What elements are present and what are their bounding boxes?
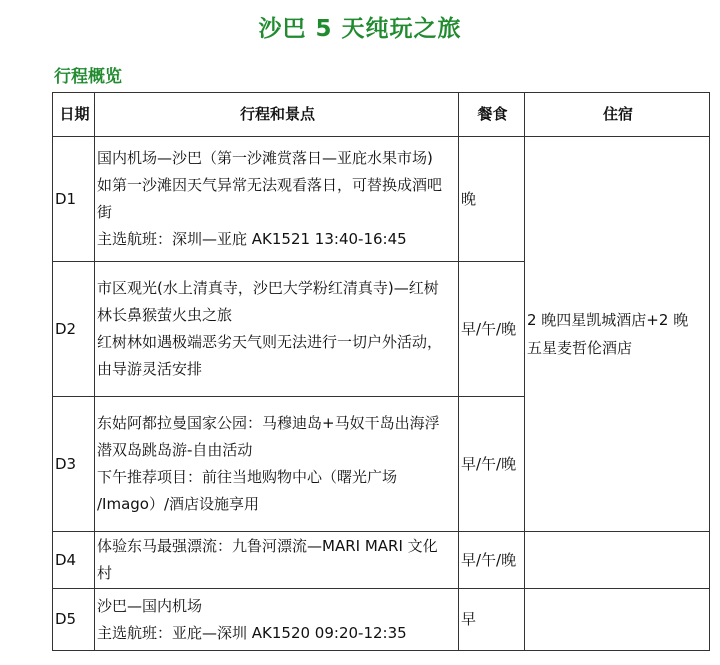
route-line: 由导游灵活安排 [97,360,203,378]
route-cell [95,532,459,589]
route-line: 林长鼻猴萤火虫之旅 [97,306,233,324]
route-cell [95,262,459,397]
route-line: 主选航班：亚庇—深圳 AK1520 09:20-12:35 [97,623,407,642]
route-line: 国内机场—沙巴（第一沙滩赏落日—亚庇水果市场) [97,149,433,167]
day-cell: D5 [53,589,95,651]
route-cell [95,397,459,532]
route-line: 市区观光(水上清真寺，沙巴大学粉红清真寺)—红树 [97,279,439,297]
header-meals: 餐食 [459,93,525,137]
table-header-row [53,93,710,137]
table-row [53,532,710,589]
hotel-cell-empty [525,589,710,651]
route-line: 村 [97,564,113,582]
hotel-line: 2 晚四星凯城酒店+2 晚 [527,311,689,329]
route-cell [95,589,459,651]
route-line: 街 [97,203,113,221]
day-cell: D4 [53,532,95,589]
header-route: 行程和景点 [95,93,459,137]
meal-cell: 早/午/晚 [459,262,525,397]
itinerary-table [52,92,710,651]
route-line: 下午推荐项目：前往当地购物中心（曙光广场 [97,468,398,486]
meal-cell: 早/午/晚 [459,532,525,589]
route-line: 东姑阿都拉曼国家公园：马穆迪岛+马奴干岛出海浮 [97,414,440,432]
route-line: 沙巴—国内机场 [97,596,203,615]
hotel-cell [525,137,710,532]
day-cell: D3 [53,397,95,532]
route-line: 潜双岛跳岛游-自由活动 [97,441,253,459]
table-row [53,137,710,262]
route-line: 红树林如遇极端恶劣天气则无法进行一切户外活动， [97,333,443,351]
route-line: /Imago）/酒店设施享用 [97,495,260,513]
day-cell: D1 [53,137,95,262]
route-cell [95,137,459,262]
page-title: 沙巴 5 天纯玩之旅 [258,16,462,42]
header-day: 日期 [53,93,95,137]
table-row [53,589,710,651]
route-line: 体验东马最强漂流：九鲁河漂流—MARI MARI 文化 [97,537,438,555]
meal-cell: 早 [459,589,525,651]
route-line: 主选航班：深圳—亚庇 AK1521 13:40-16:45 [97,230,407,248]
hotel-line: 五星麦哲伦酒店 [527,339,633,357]
header-hotel: 住宿 [525,93,710,137]
meal-cell: 早/午/晚 [459,397,525,532]
meal-cell: 晚 [459,137,525,262]
hotel-cell-empty [525,532,710,589]
section-heading: 行程概览 [54,67,122,87]
day-cell: D2 [53,262,95,397]
route-line: 如第一沙滩因天气异常无法观看落日，可替换成酒吧 [97,176,443,194]
